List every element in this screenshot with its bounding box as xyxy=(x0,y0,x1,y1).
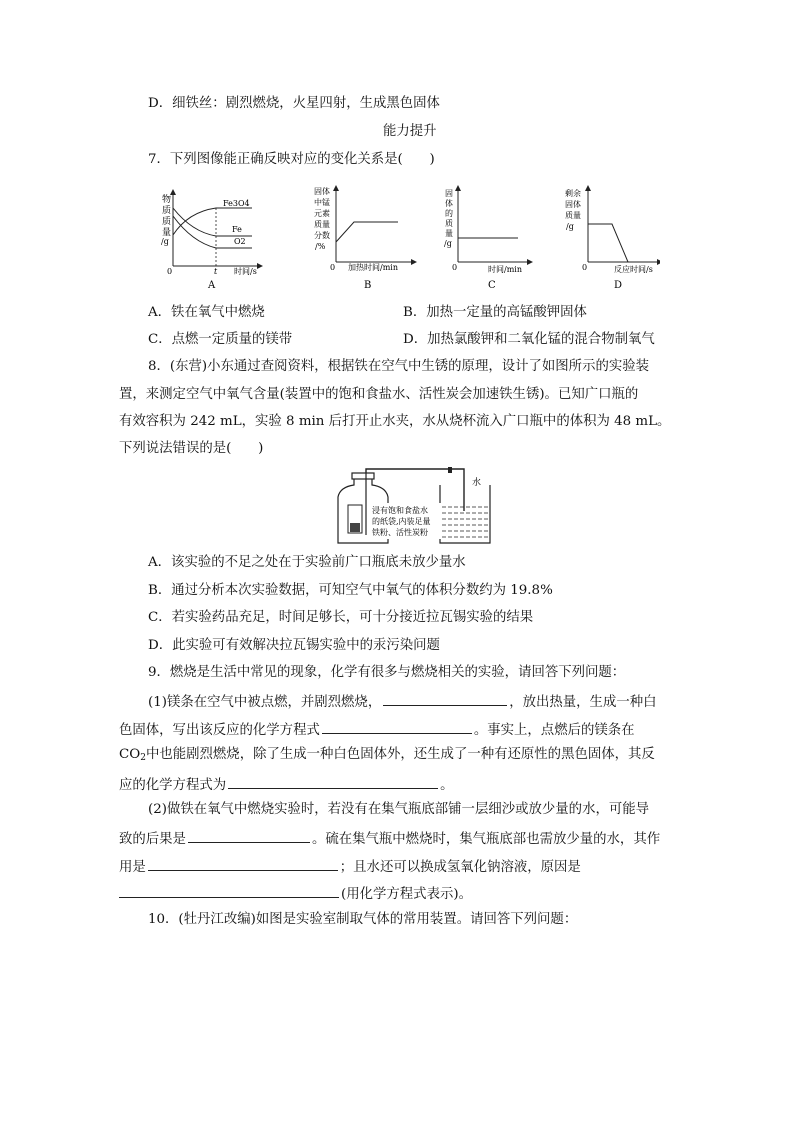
graph-c xyxy=(444,186,532,291)
q10-stem: 10．(牡丹江改编)如图是实验室制取气体的常用装置。请回答下列问题： xyxy=(148,912,578,927)
bottle-stopper xyxy=(352,473,374,479)
q8-apparatus xyxy=(330,467,500,547)
q9-part1-line2-text-a: 色固体，写出该反应的化学方程式 xyxy=(119,723,320,738)
q6-option-d: D．细铁丝：剧烈燃烧，火星四射，生成黑色固体 xyxy=(148,96,440,111)
apparatus-label-2: 的纸袋,内装足量 xyxy=(372,517,431,526)
graph-c-ylabel-5: 量 xyxy=(445,229,453,238)
q8-option-b: B．通过分析本次实验数据，可知空气中氧气的体积分数约为 19.8% xyxy=(148,583,553,598)
water-clamp xyxy=(448,467,452,473)
graph-d-tag: D xyxy=(614,280,623,291)
q9-part2-line2-text-b: 。硫在集气瓶中燃烧时，集气瓶底部也需放少量的水，其作 xyxy=(311,832,661,847)
graph-c-ylabel-2: 体 xyxy=(445,199,453,208)
answer-blank-1[interactable] xyxy=(383,693,507,706)
q8-option-a: A．该实验的不足之处在于实验前广口瓶底未放少量水 xyxy=(148,555,466,570)
graph-b-origin: 0 xyxy=(330,263,336,272)
q9-part2-line1: (2)做铁在氧气中燃烧实验时，若没有在集气瓶底部铺一层细沙或放少量的水，可能导 xyxy=(148,802,650,817)
q9-part2-line2 xyxy=(119,830,660,846)
graph-b-ylabel-6: /% xyxy=(315,242,326,251)
graph-b-ylabel-1: 固体 xyxy=(314,187,330,196)
graph-a-tag: A xyxy=(208,280,216,291)
graph-d-ylabel-1: 剩余 xyxy=(565,189,581,198)
q9-part1-line2 xyxy=(119,721,635,737)
q9-part2-line3 xyxy=(119,858,581,874)
apparatus-label-1: 浸有饱和食盐水 xyxy=(372,506,428,515)
graph-c-ylabel-1: 固 xyxy=(445,189,453,198)
iron-powder xyxy=(350,523,360,532)
answer-blank-6[interactable] xyxy=(119,885,339,898)
graph-b-ylabel-5: 分数 xyxy=(314,231,330,240)
graph-c-origin: 0 xyxy=(452,263,458,272)
q8-option-c: C．若实验药品充足，时间足够长，可十分接近拉瓦锡实验的结果 xyxy=(148,610,534,625)
beaker-water xyxy=(442,507,488,537)
graph-a-label-o2: O2 xyxy=(234,237,246,246)
graph-a-ylabel-5: /g xyxy=(161,237,169,246)
graph-c-ylabel-6: /g xyxy=(444,239,452,248)
q9-part1-line2-text-b: 。事实上，点燃后的镁条在 xyxy=(473,723,635,738)
q8-stem-line2: 置，来测定空气中氧气含量(装置中的饱和食盐水、活性炭会加速铁生锈)。已知广口瓶的 xyxy=(119,387,639,402)
q9-part1-line4 xyxy=(119,776,454,792)
q9-part2-line3-text-a: 用是 xyxy=(119,860,146,875)
co2-formula-subscript: 2 xyxy=(140,753,146,763)
graph-a-origin: 0 xyxy=(167,267,173,276)
answer-blank-2[interactable] xyxy=(322,721,472,734)
apparatus-label-3: 铁粉、活性炭粉 xyxy=(372,528,428,537)
graph-c-xlabel: 时间/min xyxy=(488,265,522,274)
graph-c-ylabel-4: 质 xyxy=(445,219,453,228)
q9-part1-line3-text: 中也能剧烈燃烧，除了生成一种白色固体外，还生成了一种有还原性的黑色固体，其反 xyxy=(145,747,655,762)
co2-formula xyxy=(119,747,146,762)
graph-d xyxy=(565,186,660,291)
q9-stem: 9．燃烧是生活中常见的现象，化学有很多与燃烧相关的实验，请回答下列问题： xyxy=(148,665,626,680)
q8-stem-line3: 有效容积为 242 mL，实验 8 min 后打开止水夹，水从烧杯流入广口瓶中的体积为 48 mL。 xyxy=(119,414,671,429)
graph-b-ylabel-3: 元素 xyxy=(314,209,330,218)
q9-part2-line4-text: (用化学方程式表示)。 xyxy=(341,887,472,902)
graph-b xyxy=(314,186,416,291)
answer-blank-4[interactable] xyxy=(188,830,310,843)
graph-d-line xyxy=(588,224,628,262)
beaker xyxy=(440,485,490,543)
q7-option-b: B．加热一定量的高锰酸钾固体 xyxy=(403,305,587,320)
q9-part2-line3-text-b: ；且水还可以换成氢氧化钠溶液，原因是 xyxy=(339,860,581,875)
q9-part1-line3 xyxy=(119,748,655,763)
q9-part1-line4-text-b: 。 xyxy=(440,778,454,793)
graph-d-origin: 0 xyxy=(582,263,588,272)
graph-a-ylabel-4: 量 xyxy=(162,228,172,238)
apparatus-water-label: 水 xyxy=(472,478,482,488)
graph-d-ylabel-2: 固体 xyxy=(565,200,581,209)
graph-a-ylabel-2: 质 xyxy=(162,206,172,216)
q9-part2-line2-text-a: 致的后果是 xyxy=(119,832,186,847)
q9-part1-line1 xyxy=(148,693,657,709)
q9-part2-line4 xyxy=(119,885,472,901)
q7-graphs xyxy=(140,180,660,295)
graph-c-ylabel-3: 的 xyxy=(445,209,453,218)
graph-a-t: t xyxy=(214,267,218,276)
graph-a xyxy=(161,190,262,291)
graph-b-xlabel: 加热时间/min xyxy=(348,263,398,272)
co2-formula-co: CO xyxy=(119,747,141,762)
answer-blank-3[interactable] xyxy=(228,776,438,789)
graph-a-label-fe3o4: Fe3O4 xyxy=(223,199,250,208)
graph-b-ylabel-2: 中锰 xyxy=(314,198,330,207)
graph-d-xlabel: 反应时间/s xyxy=(614,265,653,274)
q9-part1-line4-text-a: 应的化学方程式为 xyxy=(119,778,227,793)
q8-stem-line4: 下列说法错误的是( ) xyxy=(119,441,264,456)
graph-a-ylabel-1: 物 xyxy=(162,195,172,205)
graph-a-xlabel: 时间/s xyxy=(234,267,257,276)
q7-option-d: D．加热氯酸钾和二氧化锰的混合物制氧气 xyxy=(403,332,655,347)
q8-stem-line1: 8．(东营)小东通过查阅资料，根据铁在空气中生锈的原理，设计了如图所示的实验装 xyxy=(148,359,650,374)
q9-part1-line1-text-a: (1)镁条在空气中被点燃，并剧烈燃烧， xyxy=(148,695,382,710)
q7-stem: 7．下列图像能正确反映对应的变化关系是( ) xyxy=(148,152,435,167)
graph-a-label-fe: Fe xyxy=(232,225,242,234)
q9-part1-line1-text-b: ，放出热量，生成一种白 xyxy=(509,695,657,710)
graph-a-ylabel-3: 质 xyxy=(162,217,172,227)
section-title: 能力提升 xyxy=(383,124,437,139)
graph-b-line xyxy=(336,222,398,242)
graph-b-ylabel-4: 质量 xyxy=(314,220,330,229)
q7-option-c: C．点燃一定质量的镁带 xyxy=(148,332,293,347)
graph-c-tag: C xyxy=(488,280,496,291)
graph-b-tag: B xyxy=(364,280,372,291)
graph-d-ylabel-3: 质量 xyxy=(565,211,581,220)
answer-blank-5[interactable] xyxy=(148,858,338,871)
graph-d-ylabel-4: /g xyxy=(566,222,574,231)
q8-option-d: D．此实验可有效解决拉瓦锡实验中的汞污染问题 xyxy=(148,638,440,653)
q7-option-a: A．铁在氧气中燃烧 xyxy=(148,305,265,320)
